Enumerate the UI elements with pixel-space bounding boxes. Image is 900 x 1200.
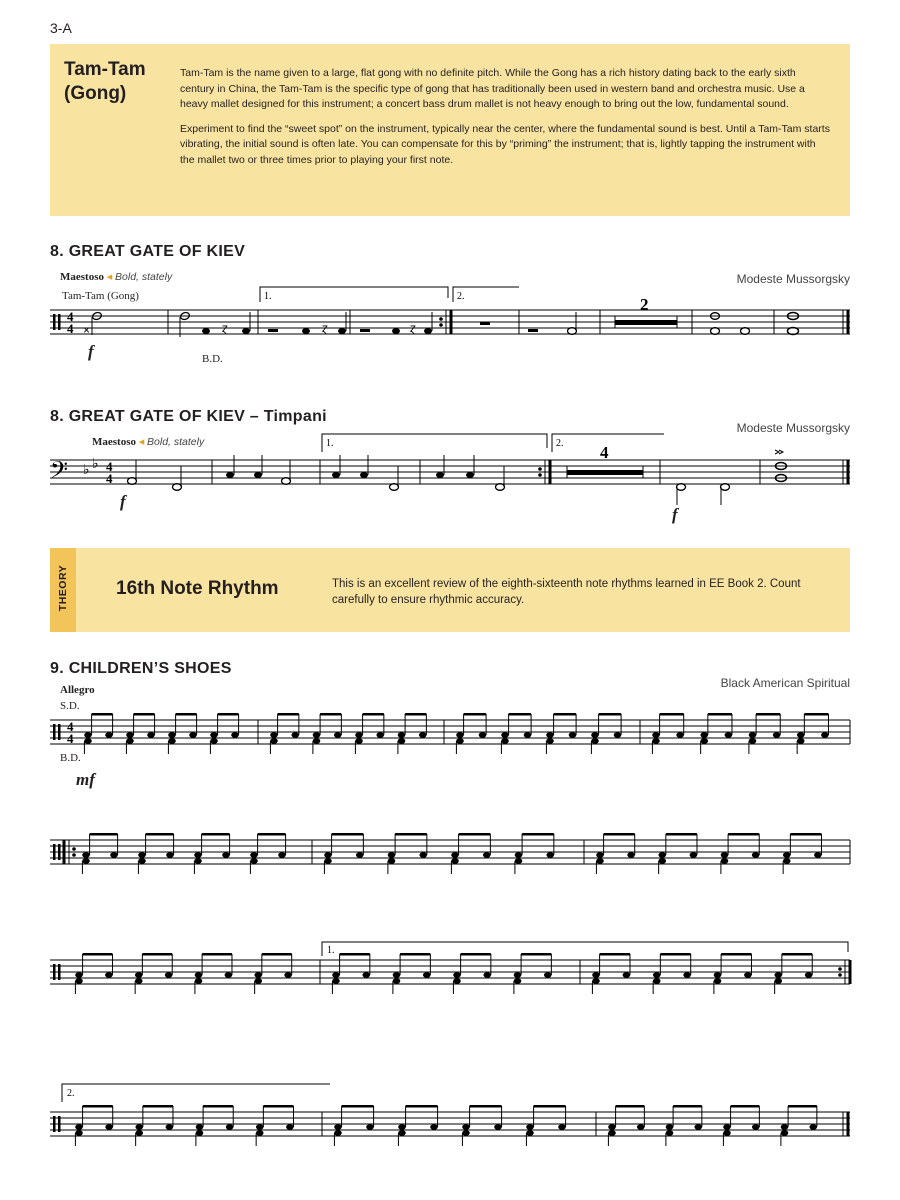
tamtam-paragraph-2: Experiment to find the “sweet spot” on the instrument, typically near the center, where the fundamental sound is best. Until a Tam-Tam starts vibrating, the initial sound is often late. You can compensate for this by “priming” the instrument; that is, lightly tapping the instrument with the mallet two or three times prior to playing your first note. [180, 122, 830, 166]
ex9-tempo [60, 684, 95, 696]
svg-text:×: × [83, 323, 91, 337]
ex9-timesig-top: 4 [67, 719, 74, 734]
ex8t-dynamic-1: f [120, 492, 126, 511]
tamtam-description [180, 66, 830, 177]
tamtam-title-line2: (Gong) [64, 83, 127, 104]
ex8-ending-1: 1. [264, 291, 272, 302]
ex9-staff-4 [0, 1080, 900, 1160]
ex9-title: 9. CHILDREN’S SHOES [50, 660, 232, 677]
ex8-endings [260, 287, 519, 302]
ex9-staff-2 [0, 830, 900, 890]
ex8-bd-label: B.D. [202, 353, 223, 365]
theory-tag-text: THEORY [57, 564, 69, 612]
staff-lines [50, 840, 850, 864]
theory-title: 16th Note Rhythm [116, 578, 279, 599]
ex8-ending-2: 2. [457, 291, 465, 302]
tamtam-title-line1: Tam-Tam [64, 59, 146, 80]
ex8t-staff [0, 430, 900, 510]
ex8t-multirest: 4 [600, 443, 609, 462]
ex8t-ending-2: 2. [556, 438, 564, 449]
ex8-multirest: 2 [640, 295, 649, 314]
ex9-notes-2 [82, 833, 821, 874]
ex8-instrument: Tam-Tam (Gong) [62, 290, 139, 302]
tamtam-title [64, 58, 146, 106]
ex8t-endings [322, 434, 664, 452]
flat-icon: ♭ [83, 462, 90, 478]
page-number: 3-A [50, 20, 72, 36]
tamtam-info-box [50, 44, 850, 216]
ex8-composer: Modeste Mussorgsky [736, 272, 850, 286]
staff-lines [50, 460, 850, 484]
ex8-timesig-top: 4 [67, 309, 74, 324]
ex8t-tempo-term: Maestoso [92, 436, 136, 448]
ex8-dynamic: f [88, 342, 94, 361]
ex9-ending-2: 2. [67, 1088, 75, 1099]
ex9-sd-label: S.D. [60, 700, 80, 712]
ex8t-title-main: 8. GREAT GATE OF KIEV – [50, 408, 264, 425]
ex8t-ending-1: 1. [326, 438, 334, 449]
ex8-tempo-desc: Bold, stately [115, 271, 173, 283]
tempo-arrow-icon: ◂ [106, 271, 113, 283]
theory-text: This is an excellent review of the eighth-sixteenth note rhythms learned in EE Book 2. Count carefully to ensure rhythmic accuracy. [332, 578, 801, 606]
ex8-staff [0, 280, 900, 360]
ex8t-tempo-desc: Bold, stately [147, 436, 205, 448]
ex9-dynamic: mf [76, 770, 95, 789]
ex8t-dynamic-2: f [672, 505, 678, 524]
tamtam-paragraph-1: Tam-Tam is the name given to a large, flat gong with no definite pitch. While the Gong has a rich history dating back to the early sixth century in China, the Tam-Tam is the specific type of gong that has traditionally been used in western band and orchestra music. Use a heavy mallet designed for this instrument; a concert bass drum mallet is not heavy enough to bring out the low, fundamental sound. [180, 67, 805, 110]
svg-text:ɀ: ɀ [222, 321, 228, 335]
ex9-notes-3 [75, 953, 812, 994]
ex9-staff-1 [0, 700, 900, 780]
ex9-bd-label: B.D. [60, 752, 81, 764]
ex9-staff-3 [0, 940, 900, 1020]
svg-text:ɀ: ɀ [410, 321, 416, 335]
ex9-ending-2-bracket [62, 1084, 330, 1102]
bass-clef-icon: 𝄢 [50, 456, 69, 489]
ex8t-timesig-top: 4 [106, 459, 113, 474]
flat-icon: ♭ [92, 456, 99, 472]
ex8t-timesig-bottom: 4 [106, 471, 113, 486]
ex9-timesig-bottom: 4 [67, 731, 74, 746]
ex9-composer: Black American Spiritual [720, 676, 850, 690]
ex9-ending-1: 1. [327, 945, 335, 956]
ex8t-title-sub: Timpani [263, 408, 327, 425]
ex8-tempo-term: Maestoso [60, 271, 104, 283]
ex8-title: 8. GREAT GATE OF KIEV [50, 243, 246, 260]
tempo-arrow-icon: ◂ [138, 436, 145, 448]
ex8t-title [50, 408, 327, 426]
ex9-tempo-term: Allegro [60, 684, 95, 696]
ex8t-composer: Modeste Mussorgsky [736, 421, 850, 435]
svg-text:ɀ: ɀ [322, 321, 328, 335]
ex9-notes-4 [75, 1105, 817, 1146]
ex9-notes-1 [84, 713, 828, 754]
theory-tag [50, 548, 76, 632]
theory-box [50, 548, 850, 632]
staff-lines [50, 960, 850, 984]
ex8-timesig-bottom: 4 [67, 321, 74, 336]
